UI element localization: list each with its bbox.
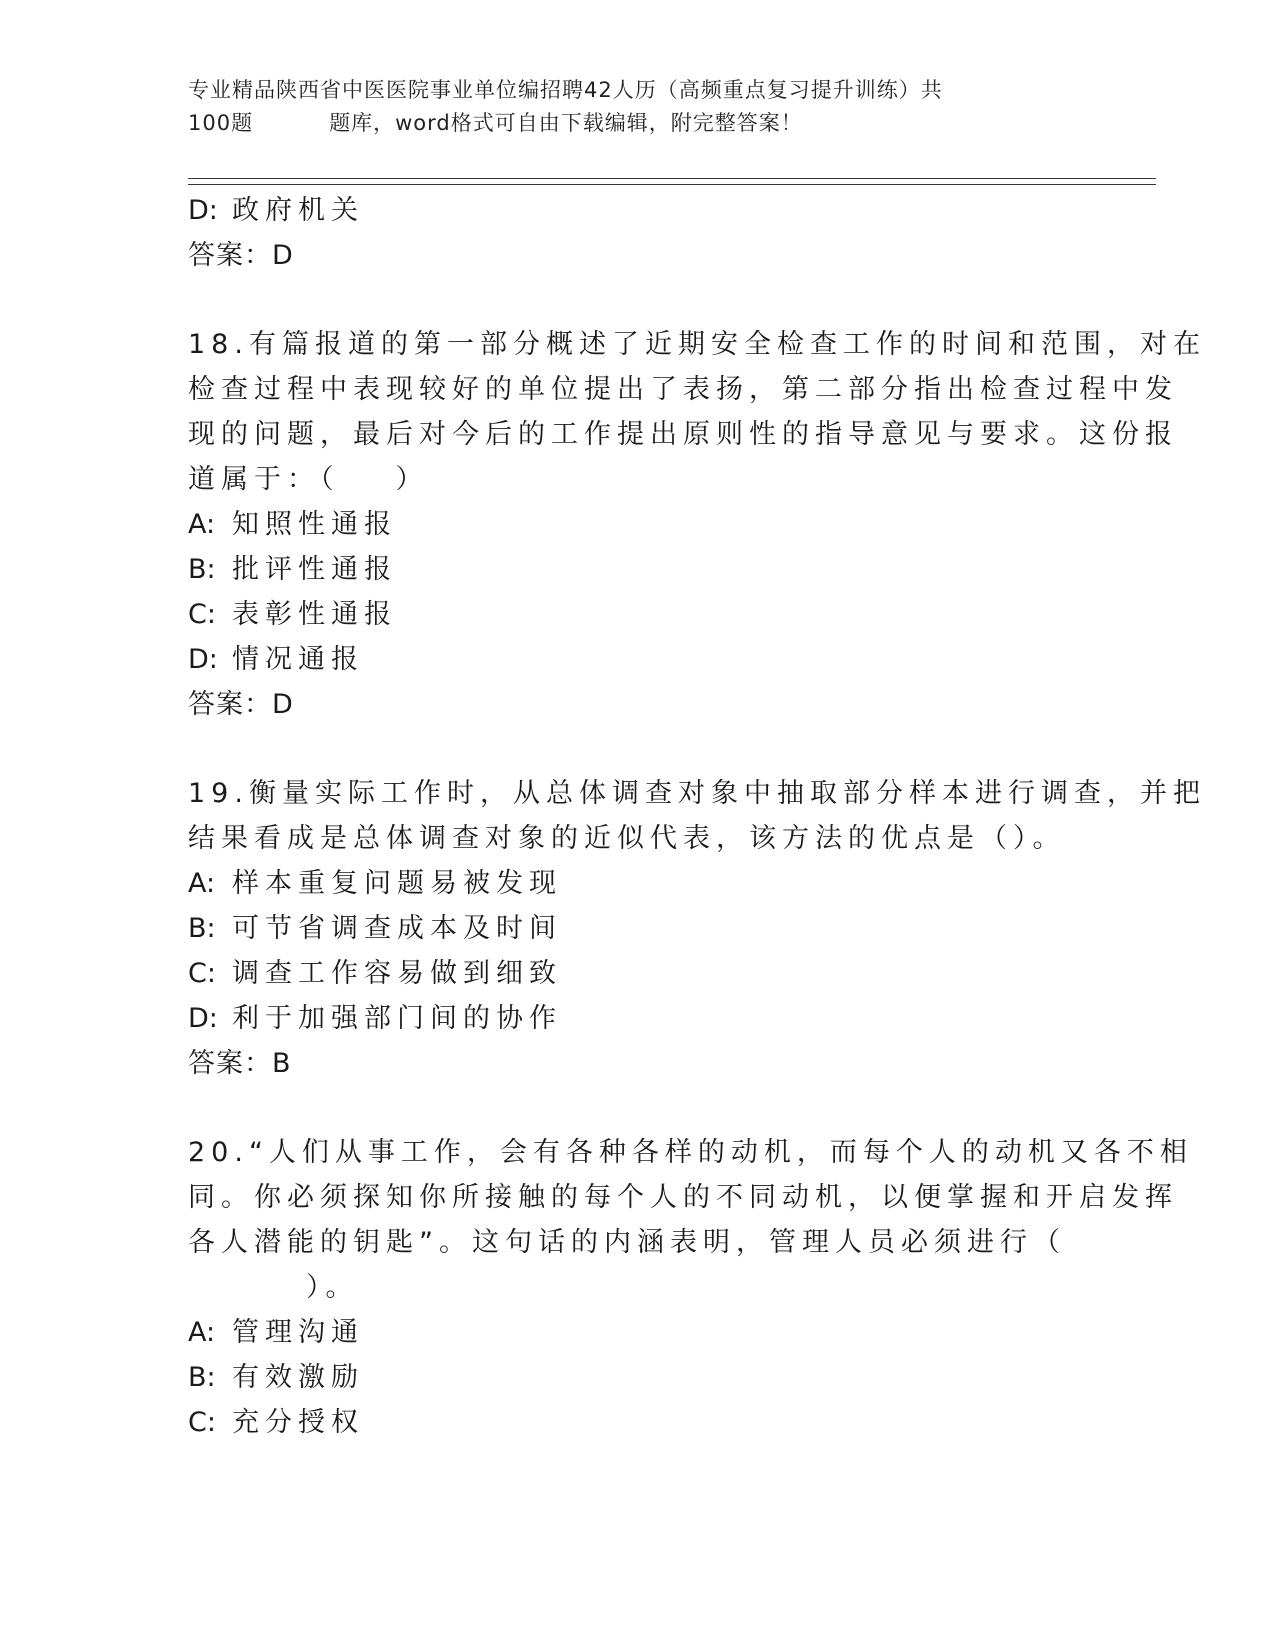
- option-text: 利于加强部门间的协作: [232, 1003, 562, 1034]
- option-text: 情况通报: [232, 644, 364, 675]
- q20-option-b: [188, 1355, 1088, 1400]
- header-title-line-2: [188, 107, 1088, 140]
- q17-option-d: [188, 188, 1088, 233]
- page-header: [188, 74, 1088, 140]
- option-key: B:: [188, 554, 216, 585]
- q18-stem-line-1: 18.有篇报道的第一部分概述了近期安全检查工作的时间和范围，对在: [188, 329, 1206, 360]
- q18-option-a: [188, 502, 1088, 547]
- q19-option-b: [188, 906, 1088, 951]
- q18-stem-line-2: 检查过程中表现较好的单位提出了表扬，第二部分指出检查过程中发: [188, 374, 1178, 405]
- option-text: 表彰性通报: [232, 599, 397, 630]
- option-text: 充分授权: [232, 1407, 364, 1438]
- q18-option-d: [188, 637, 1088, 682]
- q18-stem-end: ）: [395, 464, 429, 495]
- option-key: A:: [188, 868, 216, 899]
- q20-option-c: [188, 1400, 1088, 1445]
- q18-answer: 答案：D: [188, 689, 294, 720]
- option-text: 批评性通报: [232, 554, 397, 585]
- option-key: C:: [188, 958, 216, 989]
- question-content: [188, 188, 1206, 1445]
- q19-option-d: [188, 996, 1088, 1041]
- q19-option-c: [188, 951, 1088, 996]
- option-key: A:: [188, 509, 216, 540]
- q20-stem-line-2: 同。你必须探知你所接触的每个人的不同动机，以便掌握和开启发挥: [188, 1182, 1178, 1213]
- option-key: C:: [188, 1407, 216, 1438]
- option-text: 知照性通报: [232, 509, 397, 540]
- option-key: C:: [188, 599, 216, 630]
- option-key: D:: [188, 1003, 218, 1034]
- header-question-count: 100题: [188, 111, 254, 135]
- question-19: [188, 771, 1206, 1086]
- q20-option-a: [188, 1310, 1088, 1355]
- q17-answer: 答案：D: [188, 240, 294, 271]
- option-text: 可节省调查成本及时间: [232, 913, 562, 944]
- q19-stem-line-1: 19.衡量实际工作时，从总体调查对象中抽取部分样本进行调查，并把: [188, 778, 1206, 809]
- header-description: 题库，word格式可自由下载编辑，附完整答案！: [329, 111, 803, 135]
- header-title-line-1: 专业精品陕西省中医医院事业单位编招聘42人历（高频重点复习提升训练）共: [188, 78, 943, 102]
- q18-stem-start: 道属于：（: [188, 464, 340, 495]
- option-text: 调查工作容易做到细致: [232, 958, 562, 989]
- option-key: B:: [188, 1362, 216, 1393]
- q18-option-b: [188, 547, 1088, 592]
- option-key: D:: [188, 195, 218, 226]
- question-18: [188, 322, 1206, 727]
- option-key: D:: [188, 644, 218, 675]
- q20-stem-closing: ）。: [306, 1272, 359, 1303]
- q18-stem-line-4: [188, 457, 1088, 502]
- option-key: B:: [188, 913, 216, 944]
- q20-stem-line-1: 20.“人们从事工作，会有各种各样的动机，而每个人的动机又各不相: [188, 1137, 1193, 1168]
- option-text: 样本重复问题易被发现: [232, 868, 562, 899]
- option-text: 有效激励: [232, 1362, 364, 1393]
- header-divider: [188, 178, 1156, 185]
- q19-option-a: [188, 861, 1088, 906]
- option-key: A:: [188, 1317, 216, 1348]
- q19-answer: 答案：B: [188, 1048, 292, 1079]
- option-text: 政府机关: [232, 195, 364, 226]
- q19-stem-line-2: 结果看成是总体调查对象的近似代表，该方法的优点是（）。: [188, 823, 1066, 854]
- q20-stem-line-3: 各人潜能的钥匙”。这句话的内涵表明，管理人员必须进行（: [188, 1227, 1066, 1258]
- q18-option-c: [188, 592, 1088, 637]
- question-20: [188, 1130, 1193, 1445]
- q18-stem-line-3: 现的问题，最后对今后的工作提出原则性的指导意见与要求。这份报: [188, 419, 1178, 450]
- option-text: 管理沟通: [232, 1317, 364, 1348]
